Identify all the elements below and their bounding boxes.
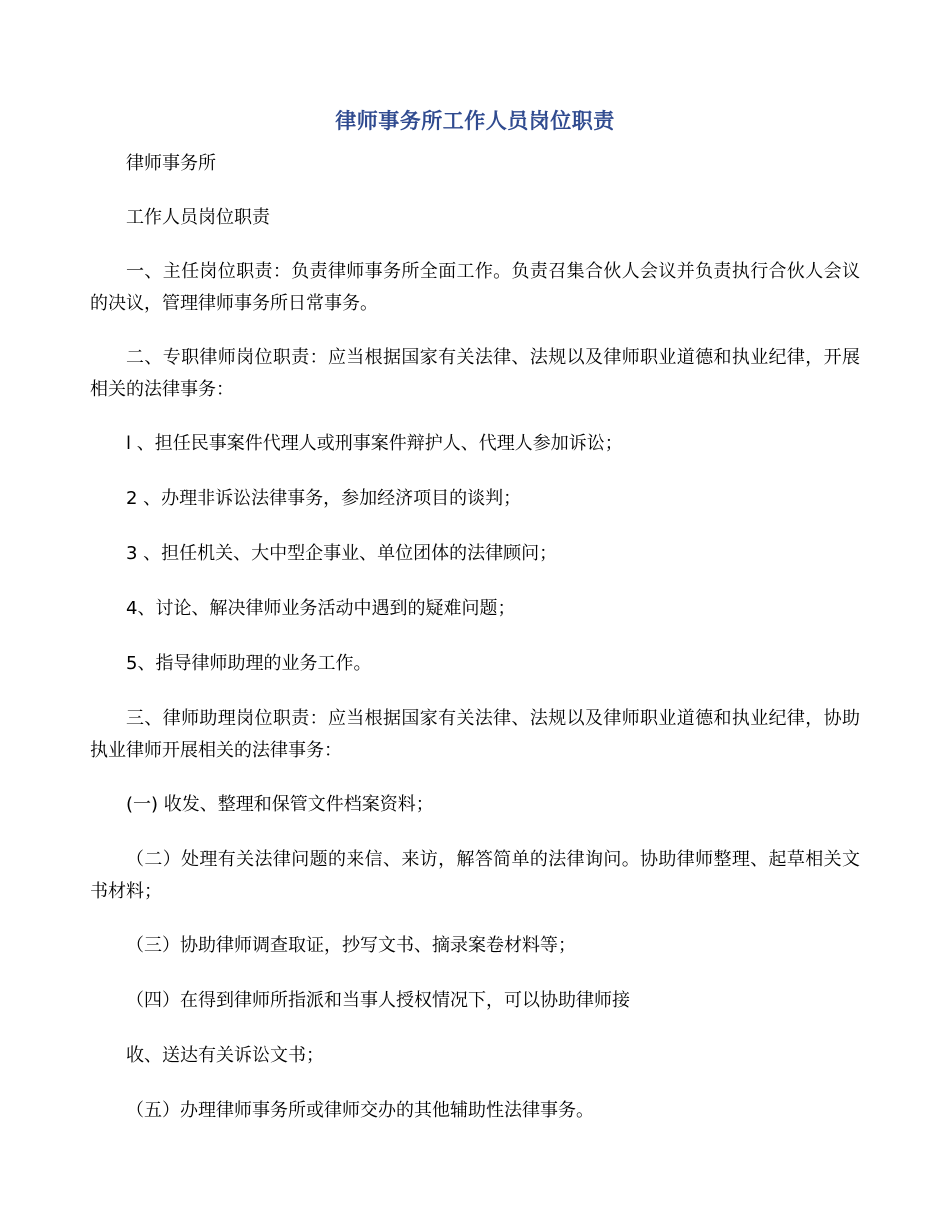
list-item-assistant-3: （三）协助律师调查取证，抄写文书、摘录案卷材料等； (126, 935, 576, 956)
list-item-lawyer-4: 4、讨论、解决律师业务活动中遇到的疑难问题； (126, 598, 516, 619)
list-item-assistant-2: （二）处理有关法律问题的来信、来访，解答简单的法律询问。协助律师整理、起草相关文书材料； (90, 849, 860, 902)
list-item-assistant-5: （五）办理律师事务所或律师交办的其他辅助性法律事务。 (126, 1100, 594, 1121)
document-title: 律师事务所工作人员岗位职责 (335, 109, 615, 133)
list-item-lawyer-1: l 、担任民事案件代理人或刑事案件辩护人、代理人参加诉讼； (126, 433, 623, 454)
list-item-lawyer-3: 3 、担任机关、大中型企事业、单位团体的法律顾问； (126, 543, 558, 564)
paragraph-subtitle: 工作人员岗位职责 (126, 207, 270, 228)
list-item-lawyer-2: 2 、办理非诉讼法律事务，参加经济项目的谈判； (126, 488, 522, 509)
list-item-assistant-1: (一) 收发、整理和保管文件档案资料； (126, 794, 434, 815)
list-item-assistant-4: （四）在得到律师所指派和当事人授权情况下，可以协助律师接 (126, 990, 630, 1011)
paragraph-assistant-duties: 三、律师助理岗位职责：应当根据国家有关法律、法规以及律师职业道德和执业纪律，协助执业律师开展相关的法律事务： (90, 708, 860, 761)
paragraph-lawyer-duties: 二、专职律师岗位职责：应当根据国家有关法律、法规以及律师职业道德和执业纪律，开展相关的法律事务： (90, 347, 860, 400)
list-item-assistant-4-continued: 收、送达有关诉讼文书； (126, 1045, 324, 1066)
paragraph-firm-name: 律师事务所 (126, 153, 216, 174)
document-body (90, 148, 860, 1127)
list-item-lawyer-5: 5、指导律师助理的业务工作。 (126, 653, 372, 674)
paragraph-director-duties: 一、主任岗位职责：负责律师事务所全面工作。负责召集合伙人会议并负责执行合伙人会议的决议，管理律师事务所日常事务。 (90, 261, 860, 314)
